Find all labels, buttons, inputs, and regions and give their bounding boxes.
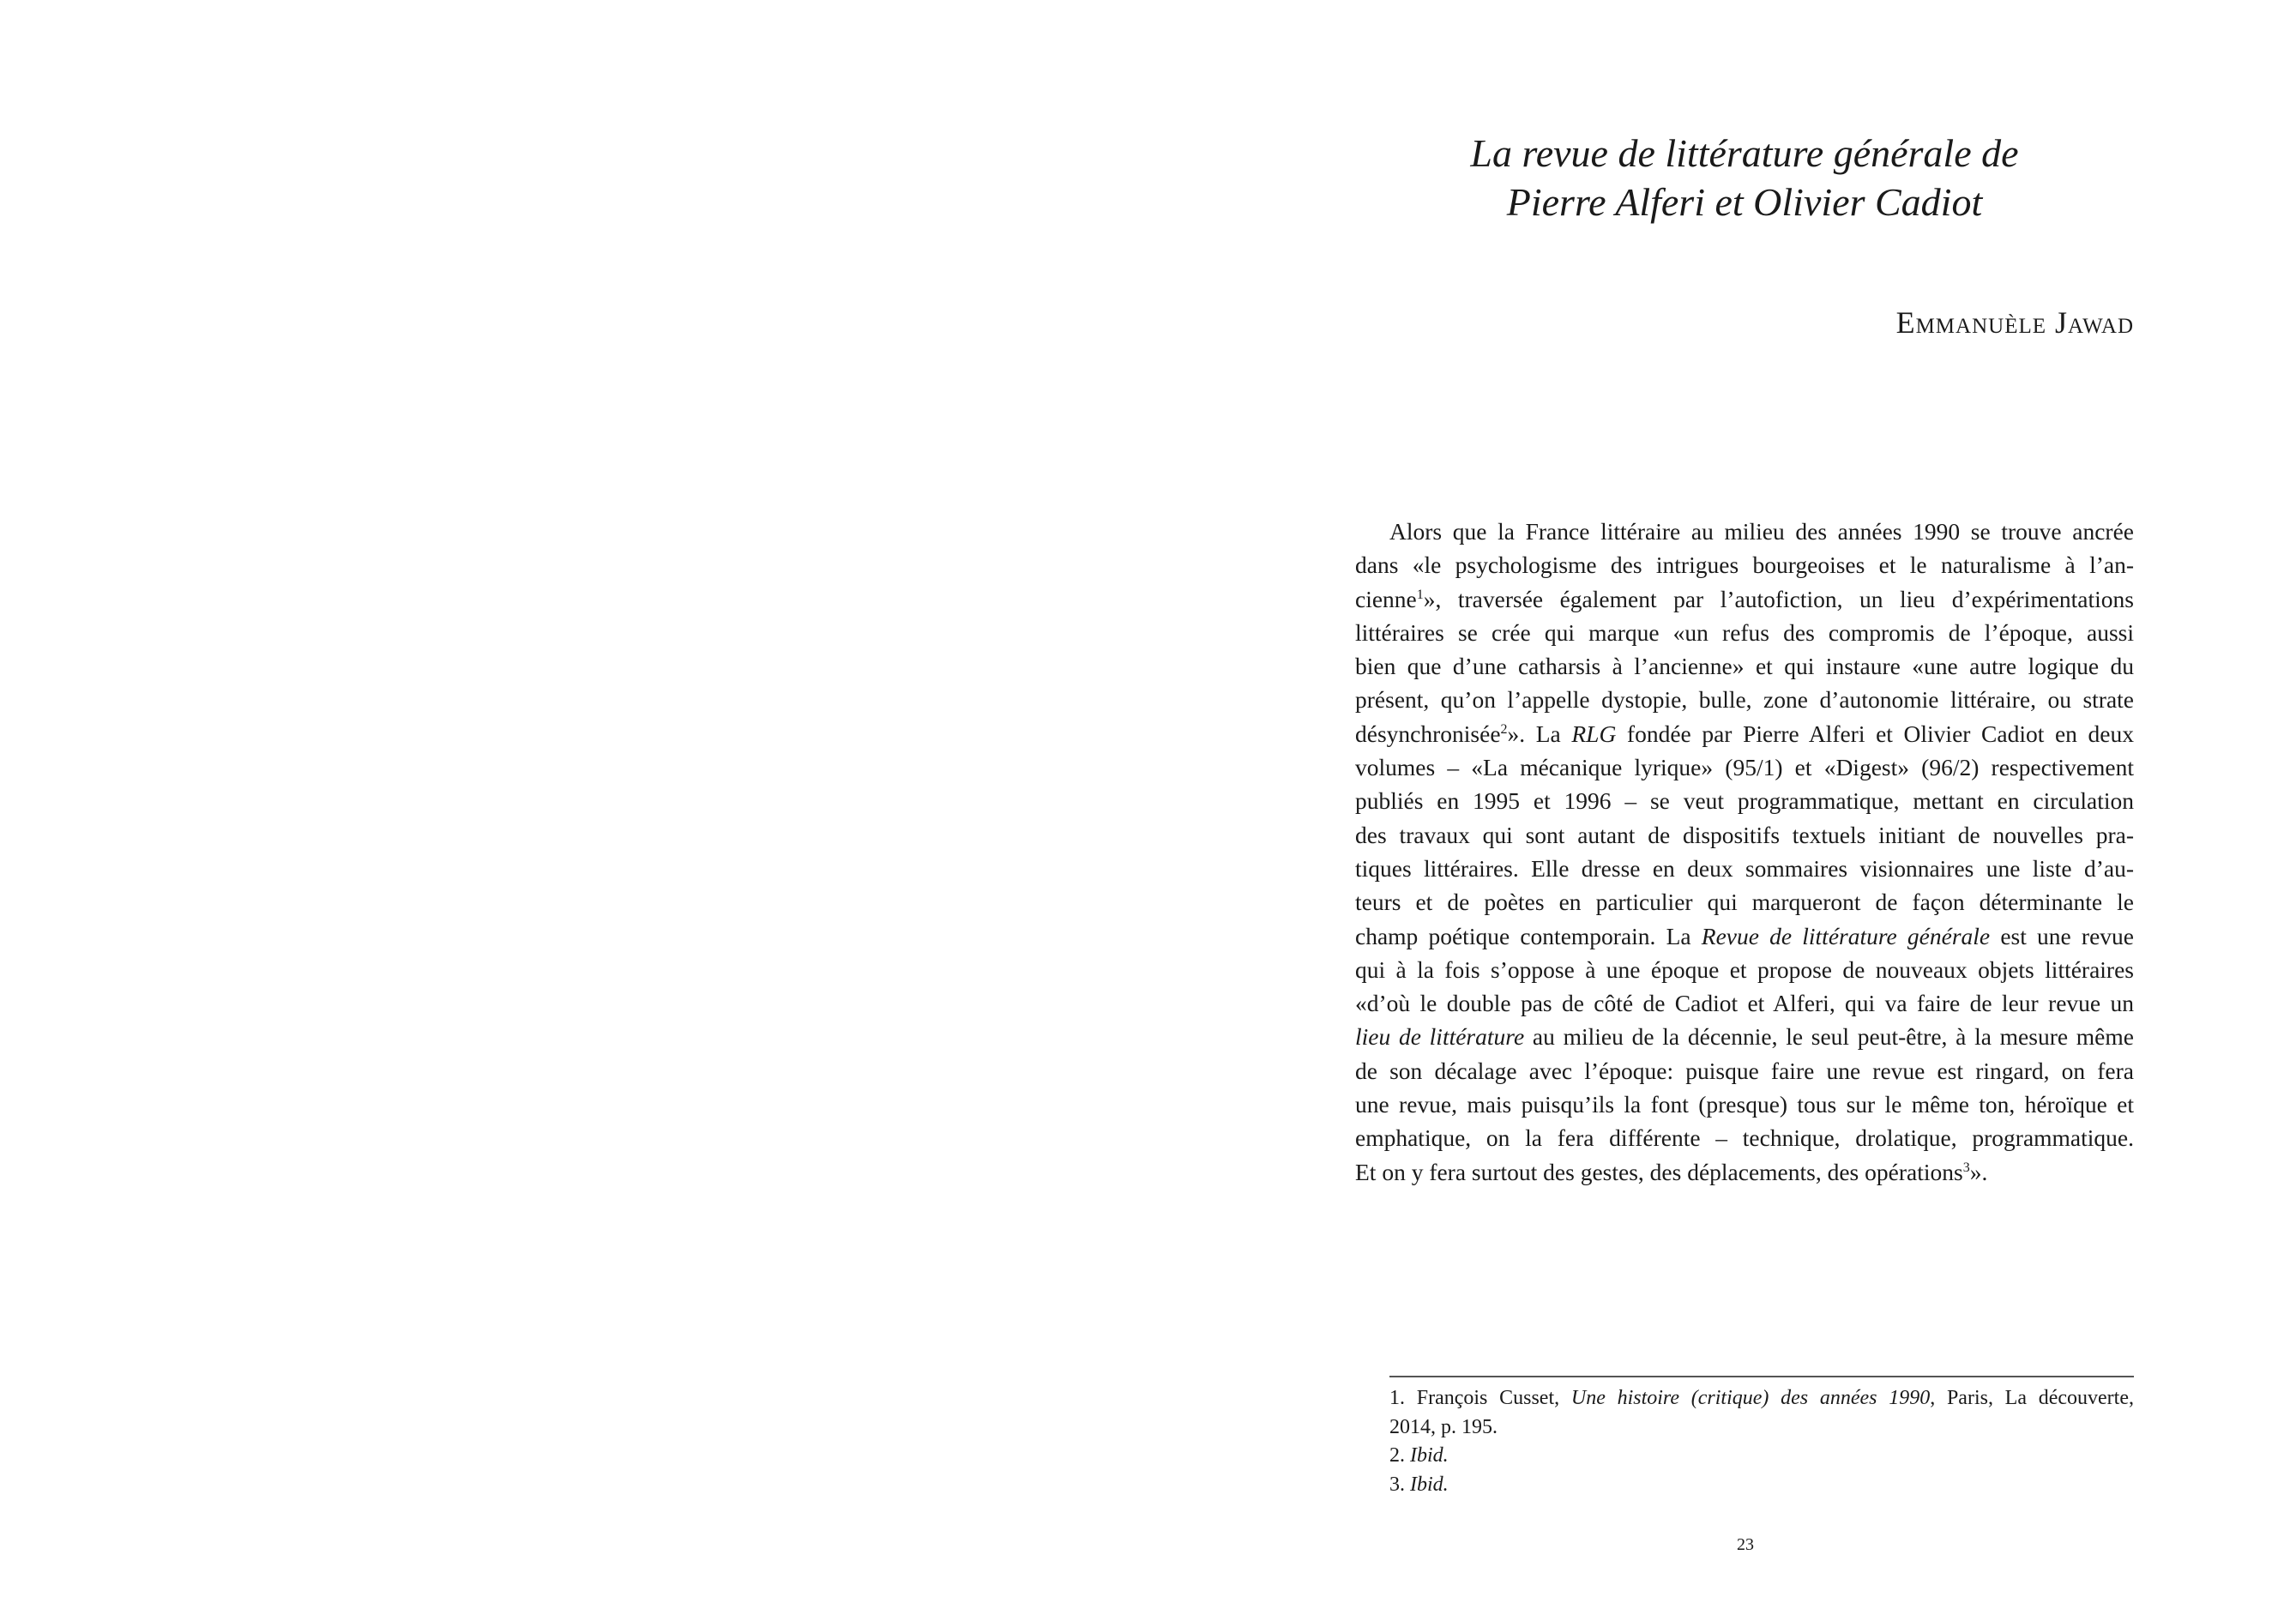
text-segment: présent, qu’on l’appelle dystopie, bulle, zone d’autonomie littéraire, ou strate [1355,686,2134,714]
text-line [1355,986,2134,1020]
text-segment: champ poétique contemporain. La [1355,922,1702,949]
author-name: Emmanuèle Jawad [1895,305,2134,340]
footnote-3 [1389,1471,2134,1500]
text-segment: «d’où le double pas de côté de Cadiot et Alferi, qui va faire de leur revue un [1355,990,2134,1017]
text-line [1355,1155,2134,1189]
text-segment: tiques littéraires. Elle dresse en deux sommaires visionnaires une liste d’au- [1355,854,2134,882]
text-line [1355,582,2134,616]
text-line [1355,818,2134,852]
italic-text: Revue de littérature générale [1701,922,1991,949]
footnotes [1389,1384,2134,1500]
text-segment: qui à la fois s’oppose à une époque et propose de nouveaux objets littéraires [1355,955,2134,983]
text-line [1355,1121,2134,1154]
text-line [1355,717,2134,750]
text-segment: ». La [1507,720,1572,747]
text-segment: publiés en 1995 et 1996 – se veut programmatique, mettant en circulation [1355,787,2134,815]
text-segment: fondée par Pierre Alferi et Olivier Cadiot en deux [1616,720,2134,747]
footnote-text: Ibid. [1410,1473,1449,1497]
footnote-book-title: Une histoire (critique) des années 1990 [1570,1387,1931,1409]
footnote-number: 2. [1389,1444,1410,1467]
text-segment: de son décalage avec l’époque: puisque faire une revue est ringard, on fera [1355,1057,2134,1084]
text-line [1355,919,2134,953]
text-line [1355,649,2134,683]
text-segment: volumes – «La mécanique lyrique» (95/1) et «Digest» (96/2) respectivement [1355,754,2134,781]
footnote-1 [1389,1384,2134,1413]
text-line [1355,750,2134,784]
text-segment: emphatique, on la fera différente – technique, drolatique, programmatique. [1355,1124,2134,1152]
title-line-2: Pierre Alferi et Olivier Cadiot [1506,180,1983,224]
text-segment: Alors que la France littéraire au milieu des années 1990 se trouve ancrée [1389,518,2134,545]
text-segment: ». [1969,1158,1988,1185]
footnote-text: 1. François Cusset, [1389,1387,1571,1409]
footnote-text: Ibid. [1410,1444,1449,1467]
text-line [1355,852,2134,885]
text-segment: au milieu de la décennie, le seul peut-être, à la mesure même [1524,1023,2134,1051]
text-line [1355,1054,2134,1088]
text-line [1355,548,2134,582]
text-line [1355,784,2134,817]
italic-text: lieu de littérature [1355,1023,1525,1051]
text-line [1355,885,2134,919]
article-title [1355,129,2134,226]
footnote-separator [1389,1376,2134,1377]
text-segment: littéraires se crée qui marque «un refus des compromis de l’époque, aussi [1355,618,2134,646]
footnote-1-cont: 2014, p. 195. [1389,1415,1498,1438]
text-segment: bien que d’une catharsis à l’ancienne» et qui instaure «une autre logique du [1355,653,2134,680]
footnote-number: 3. [1389,1473,1410,1497]
text-line [1355,953,2134,986]
body-paragraph [1355,515,2134,1189]
text-segment: Et on y fera surtout des gestes, des déplacements, des opérations [1355,1158,1963,1185]
footnote-reference: 2 [1500,721,1508,737]
text-line [1355,683,2134,716]
footnote-reference: 3 [1962,1160,1970,1175]
footnote-text: , Paris, La découverte, [1930,1387,2134,1409]
text-line [1355,616,2134,649]
text-segment: », traversée également par l’autofiction, un lieu d’expérimentations [1423,585,2134,612]
italic-text: RLG [1571,720,1617,747]
text-line [1355,1020,2134,1053]
text-segment: des travaux qui sont autant de dispositifs textuels initiant de nouvelles pra- [1355,821,2134,848]
text-segment: est une revue [1990,922,2134,949]
text-segment: désynchronisée [1355,720,1501,747]
text-line [1355,1088,2134,1121]
text-segment: une revue, mais puisqu’ils la font (presque) tous sur le même ton, héroïque et [1355,1091,2134,1118]
footnote-reference: 1 [1416,587,1424,602]
footnote-2 [1389,1442,2134,1471]
title-line-1: La revue de littérature générale de [1470,131,2019,175]
text-segment: teurs et de poètes en particulier qui marqueront de façon déterminante le [1355,889,2134,916]
page-number: 23 [1737,1535,1754,1554]
text-line [1355,515,2134,548]
text-segment: cienne [1355,585,1417,612]
text-segment: dans «le psychologisme des intrigues bourgeoises et le naturalisme à l’an- [1355,551,2134,579]
